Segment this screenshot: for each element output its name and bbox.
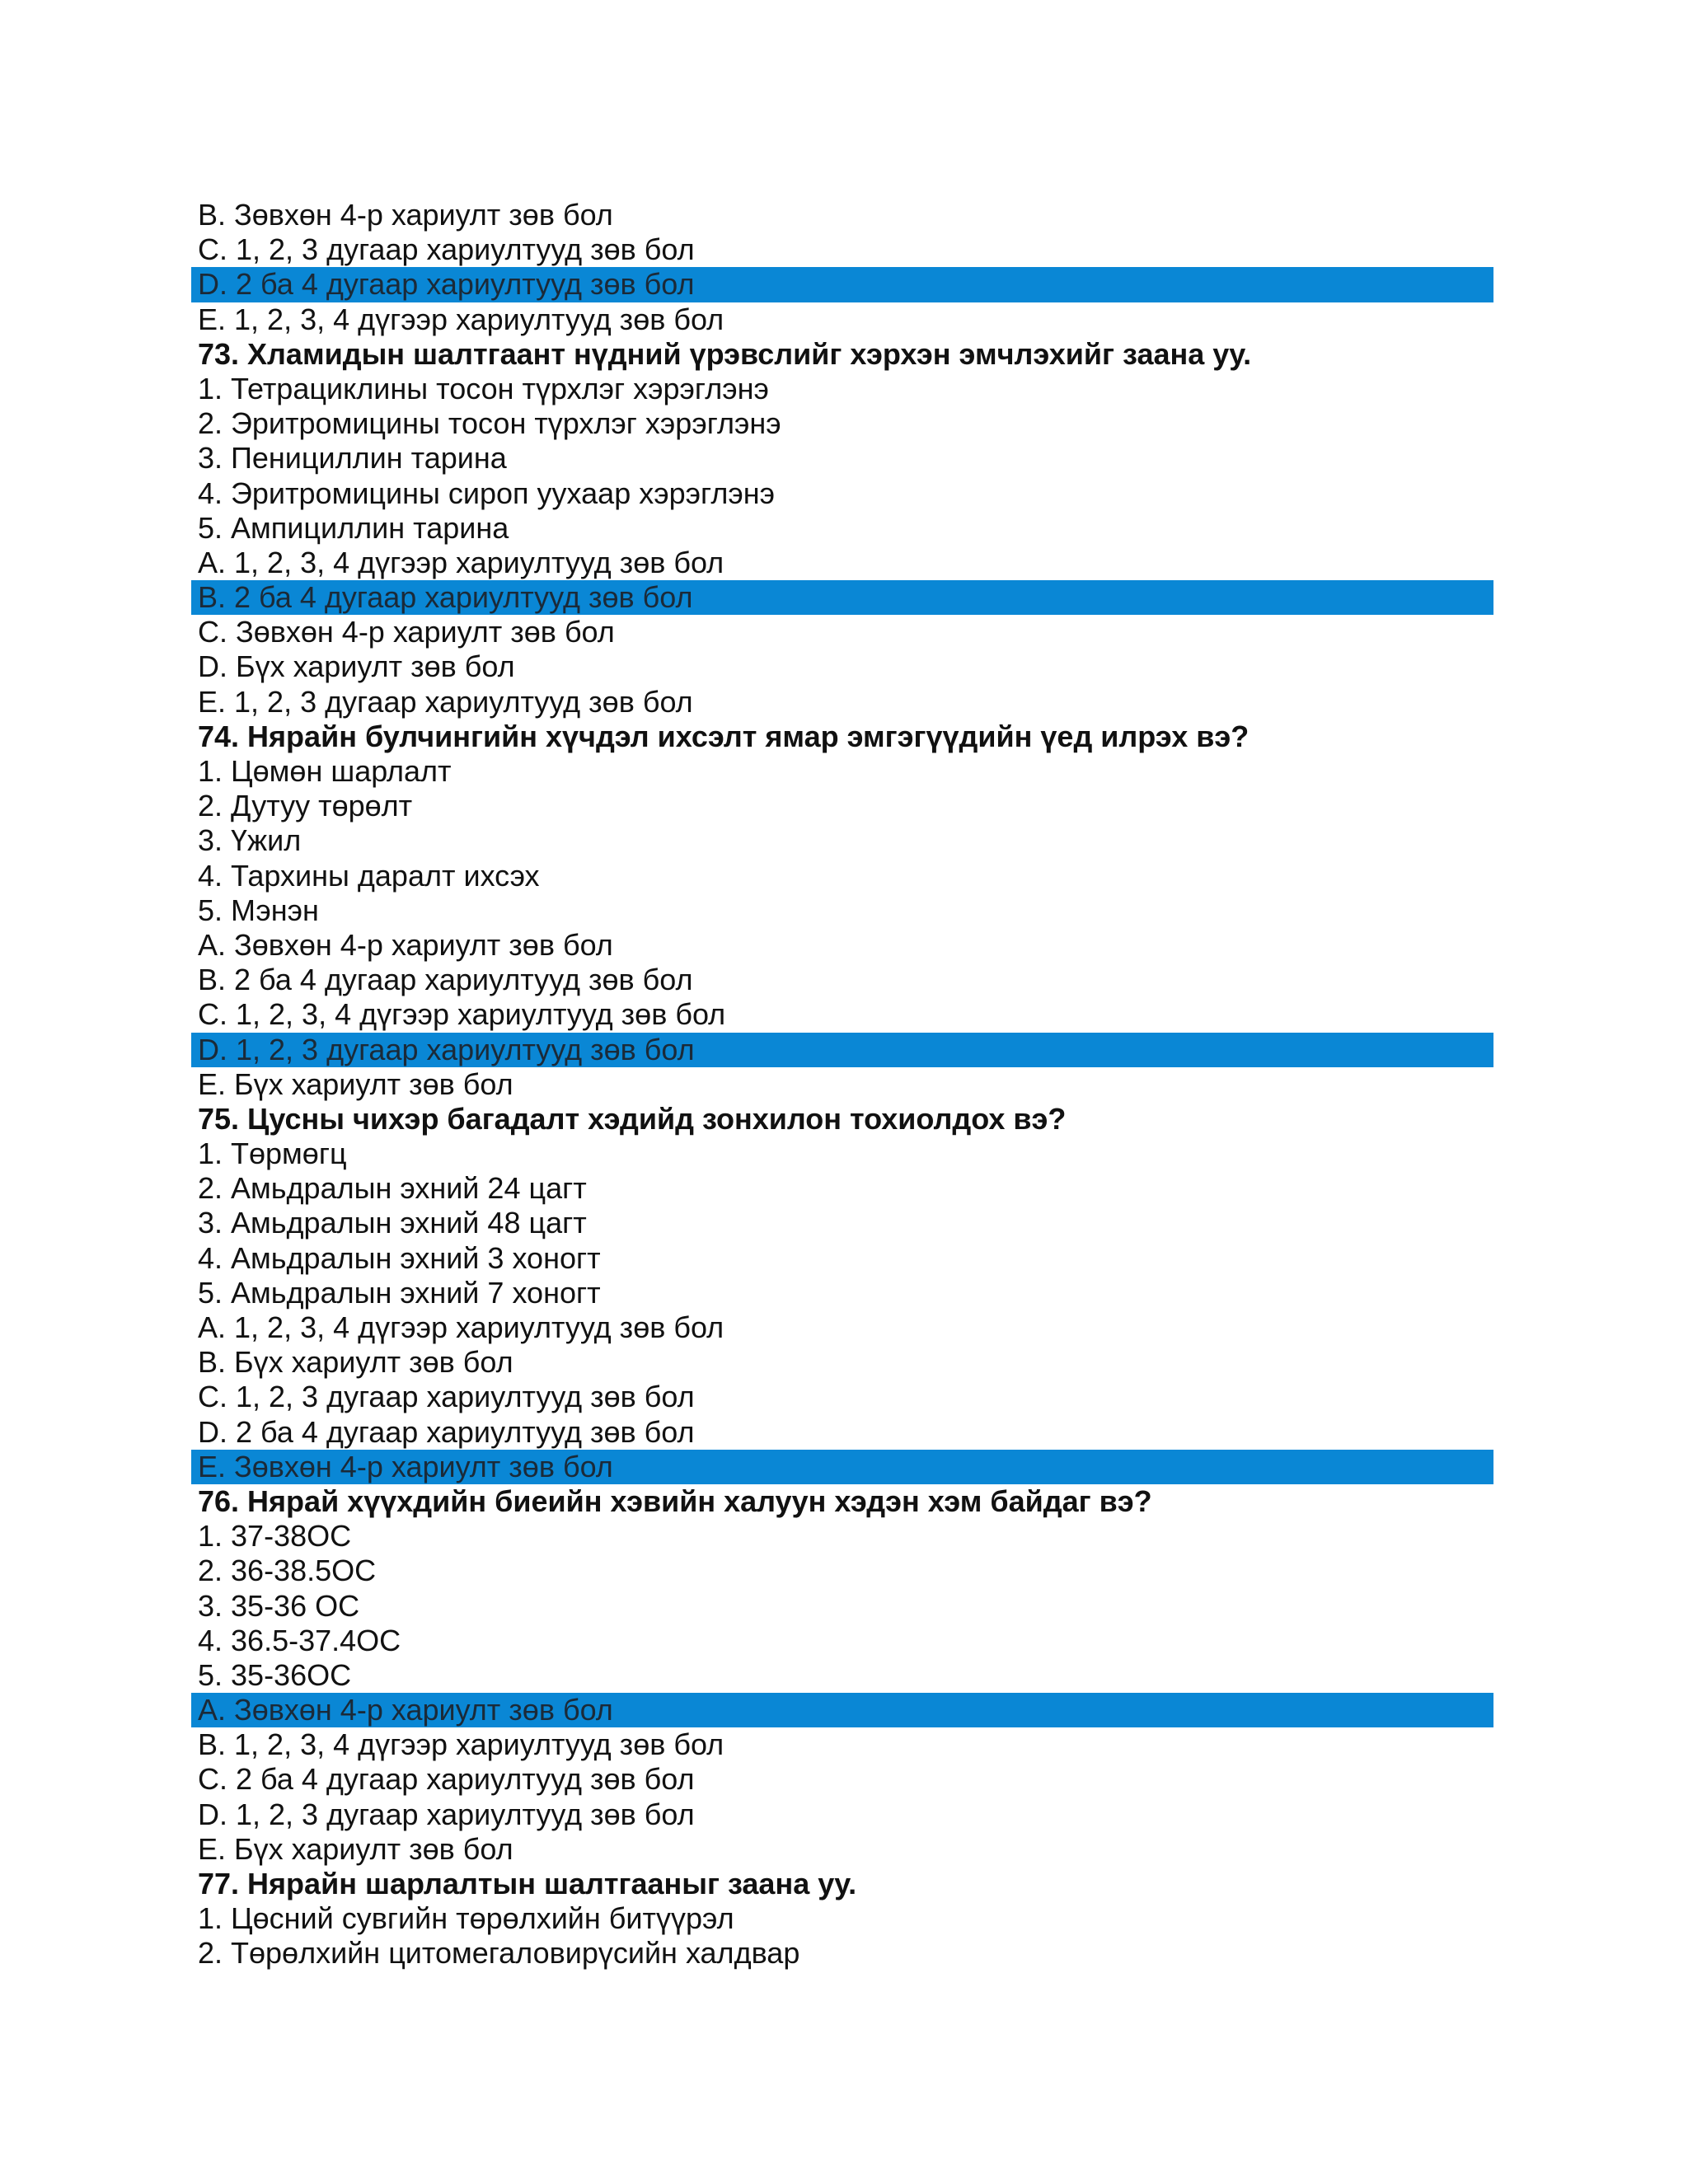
numbered-statement: 4. Амьдралын эхний 3 хоногт (198, 1240, 601, 1275)
answer-option: A. 1, 2, 3, 4 дүгээр хариултууд зөв бол (198, 545, 724, 579)
answer-option: E. Бүх хариулт зөв бол (198, 1066, 513, 1101)
numbered-statement: 3. Үжил (198, 823, 302, 858)
answer-option: C. Зөвхөн 4-р хариулт зөв бол (198, 615, 615, 649)
answer-option: C. 2 ба 4 дугаар хариултууд зөв бол (198, 1762, 695, 1797)
question-heading: 74. Нярайн булчингийн хүчдэл ихсэлт ямар эмгэгүүдийн үед илрэх вэ? (198, 719, 1250, 753)
answer-option: B. Бүх хариулт зөв бол (198, 1345, 513, 1380)
answer-option: B. Зөвхөн 4-р хариулт зөв бол (198, 198, 613, 232)
numbered-statement: 4. Эритромицины сироп уухаар хэрэглэнэ (198, 476, 775, 510)
question-heading: 77. Нярайн шарлалтын шалтгааныг заана уу. (198, 1867, 857, 1900)
numbered-statement: 3. Амьдралын эхний 48 цагт (198, 1206, 587, 1240)
answer-option: B. 2 ба 4 дугаар хариултууд зөв бол (198, 963, 693, 997)
question-heading: 75. Цусны чихэр багадалт хэдийд зонхилон тохиолдох вэ? (198, 1101, 1067, 1136)
numbered-statement: 2. 36-38.5OC (198, 1554, 377, 1588)
answer-option: E. 1, 2, 3 дугаар хариултууд зөв бол (198, 684, 693, 719)
numbered-statement: 1. 37-38OC (198, 1519, 352, 1554)
document-body (191, 198, 1493, 1971)
answer-option-highlighted: A. Зөвхөн 4-р хариулт зөв бол (191, 1693, 1493, 1727)
answer-option-highlighted: E. Зөвхөн 4-р хариулт зөв бол (191, 1450, 1493, 1484)
numbered-statement: 5. Амьдралын эхний 7 хоногт (198, 1275, 601, 1310)
question-heading: 73. Хламидын шалтгаант нүдний үрэвслийг хэрхэн эмчлэхийг заана уу. (198, 336, 1252, 371)
numbered-statement: 5. Мэнэн (198, 893, 319, 927)
numbered-statement: 5. Ампициллин тарина (198, 510, 509, 545)
answer-option-highlighted: B. 2 ба 4 дугаар хариултууд зөв бол (191, 580, 1493, 615)
answer-option: A. Зөвхөн 4-р хариулт зөв бол (198, 927, 613, 962)
answer-option: E. 1, 2, 3, 4 дүгээр хариултууд зөв бол (198, 302, 724, 336)
answer-option: B. 1, 2, 3, 4 дүгээр хариултууд зөв бол (198, 1727, 724, 1762)
numbered-statement: 1. Тетрациклины тосон түрхлэг хэрэглэнэ (198, 371, 769, 405)
numbered-statement: 2. Амьдралын эхний 24 цагт (198, 1171, 587, 1206)
answer-option: D. Бүх хариулт зөв бол (198, 649, 515, 684)
answer-option-highlighted: D. 2 ба 4 дугаар хариултууд зөв бол (191, 267, 1493, 302)
numbered-statement: 2. Төрөлхийн цитомегаловирүсийн халдвар (198, 1936, 800, 1971)
answer-option: D. 1, 2, 3 дугаар хариултууд зөв бол (198, 1797, 695, 1831)
numbered-statement: 1. Цөсний сувгийн төрөлхийн битүүрэл (198, 1901, 734, 1936)
numbered-statement: 2. Эритромицины тосон түрхлэг хэрэглэнэ (198, 406, 781, 441)
numbered-statement: 1. Цөмөн шарлалт (198, 754, 452, 788)
answer-option: C. 1, 2, 3, 4 дүгээр хариултууд зөв бол (198, 997, 726, 1032)
answer-option: C. 1, 2, 3 дугаар хариултууд зөв бол (198, 232, 695, 267)
numbered-statement: 3. 35-36 OC (198, 1588, 360, 1623)
answer-option-highlighted: D. 1, 2, 3 дугаар хариултууд зөв бол (191, 1033, 1493, 1067)
answer-option: C. 1, 2, 3 дугаар хариултууд зөв бол (198, 1380, 695, 1414)
numbered-statement: 3. Пенициллин тарина (198, 441, 507, 476)
numbered-statement: 1. Төрмөгц (198, 1137, 347, 1171)
question-heading: 76. Нярай хүүхдийн биеийн хэвийн халуун хэдэн хэм байдаг вэ? (198, 1483, 1152, 1518)
answer-option: A. 1, 2, 3, 4 дүгээр хариултууд зөв бол (198, 1310, 724, 1344)
answer-option: E. Бүх хариулт зөв бол (198, 1831, 513, 1866)
numbered-statement: 5. 35-36OC (198, 1657, 352, 1692)
numbered-statement: 4. 36.5-37.4OC (198, 1623, 401, 1657)
numbered-statement: 2. Дутуу төрөлт (198, 789, 413, 823)
numbered-statement: 4. Тархины даралт ихсэх (198, 858, 540, 893)
answer-option: D. 2 ба 4 дугаар хариултууд зөв бол (198, 1414, 695, 1449)
